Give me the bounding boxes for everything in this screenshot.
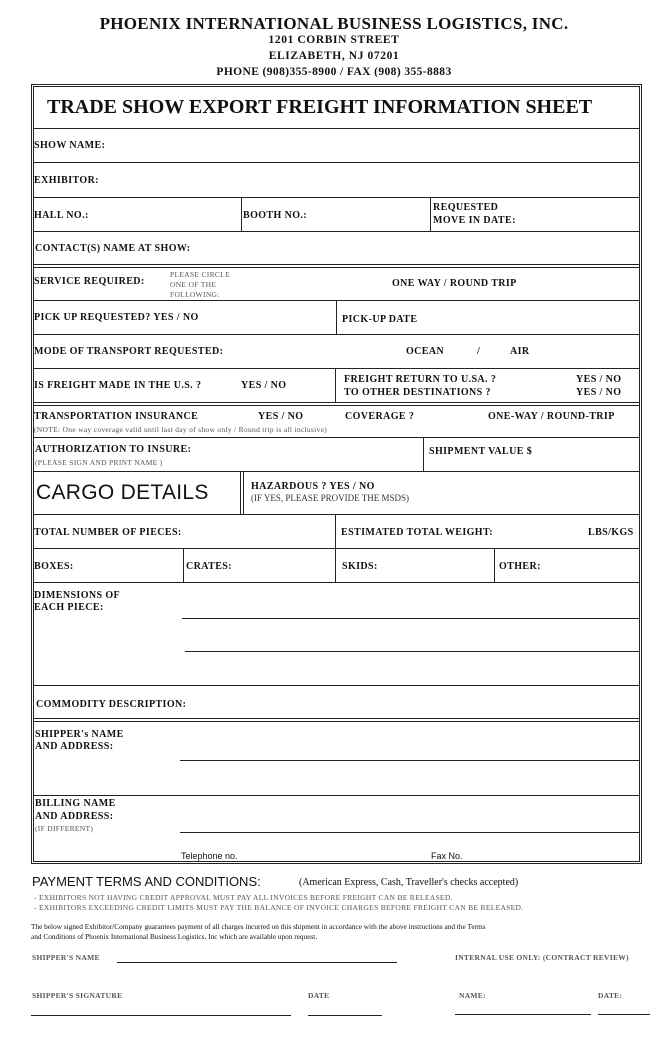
- guarantee-text-1: The below signed Exhibitor/Company guarantees payment of all charges incurred on this shipment in accordance with the above instructions and the Terms: [31, 922, 486, 931]
- date-line[interactable]: [308, 1015, 382, 1016]
- ocean-air-separator: /: [477, 346, 481, 357]
- billing-label-2: AND ADDRESS:: [35, 811, 114, 822]
- internal-use-label: INTERNAL USE ONLY: (CONTRACT REVIEW): [455, 953, 629, 962]
- booth-no-label: BOOTH NO.:: [243, 210, 308, 221]
- service-options: ONE WAY / ROUND TRIP: [392, 278, 517, 289]
- shipper-signature-label: SHIPPER'S SIGNATURE: [32, 991, 123, 1000]
- shipper-address-line[interactable]: [180, 760, 639, 761]
- company-name: PHOENIX INTERNATIONAL BUSINESS LOGISTICS, INC.: [99, 14, 569, 33]
- company-street: 1201 CORBIN STREET: [268, 34, 400, 46]
- internal-name-line[interactable]: [455, 1014, 591, 1015]
- made-in-us-options: YES / NO: [241, 380, 287, 391]
- insurance-options: YES / NO: [258, 411, 304, 422]
- freight-return-usa-options: YES / NO: [576, 374, 622, 385]
- please-circle-note-3: FOLLOWING:: [170, 290, 220, 299]
- dimensions-label-1: DIMENSIONS OF: [34, 590, 121, 601]
- transport-insurance-label: TRANSPORTATION INSURANCE: [34, 411, 199, 422]
- total-pieces-label: TOTAL NUMBER OF PIECES:: [34, 527, 182, 538]
- coverage-label: COVERAGE ?: [345, 411, 415, 422]
- shipper-name-sig-label: SHIPPER'S NAME: [32, 953, 100, 962]
- requested-move-in-label-1: REQUESTED: [433, 202, 499, 213]
- payment-rule-2: - EXHIBITORS EXCEEDING CREDIT LIMITS MUST PAY THE BALANCE OF INVOICE CHARGES BEFORE FREIGHT CAN BE RELEASED.: [34, 903, 524, 912]
- shipper-signature-line[interactable]: [31, 1015, 291, 1016]
- hazardous-label: HAZARDOUS ? YES / NO: [251, 481, 375, 492]
- company-city: ELIZABETH, NJ 07201: [268, 50, 400, 62]
- guarantee-text-2: and Conditions of Phoenix International Business Logistics, Inc which are available upon request.: [31, 932, 318, 941]
- estimated-weight-label: ESTIMATED TOTAL WEIGHT:: [341, 527, 494, 538]
- please-circle-note-2: ONE OF THE: [170, 280, 217, 289]
- payment-accepted: (American Express, Cash, Traveller's checks accepted): [299, 877, 519, 888]
- pickup-date-label: PICK-UP DATE: [342, 314, 418, 325]
- authorization-note: (PLEASE SIGN AND PRINT NAME ): [35, 458, 163, 467]
- mode-transport-label: MODE OF TRANSPORT REQUESTED:: [34, 346, 224, 357]
- dimensions-label-2: EACH PIECE:: [34, 602, 104, 613]
- coverage-options: ONE-WAY / ROUND-TRIP: [488, 411, 615, 422]
- please-circle-note-1: PLEASE CIRCLE: [170, 270, 230, 279]
- weight-unit-label: LBS/KGS: [588, 527, 634, 538]
- authorization-label: AUTHORIZATION TO INSURE:: [35, 444, 192, 455]
- fax-label: Fax No.: [431, 851, 463, 861]
- pickup-requested-label: PICK UP REQUESTED? YES / NO: [34, 312, 199, 323]
- internal-name-label: NAME:: [459, 991, 486, 1000]
- billing-label-1: BILLING NAME: [35, 798, 116, 809]
- internal-date-label: DATE:: [598, 991, 623, 1000]
- billing-label-3: (IF DIFFERENT): [35, 824, 94, 833]
- crates-label: CRATES:: [186, 561, 232, 572]
- form-border-inner: [33, 86, 640, 862]
- show-name-label: SHOW NAME:: [34, 140, 106, 151]
- billing-address-line[interactable]: [180, 832, 639, 833]
- date-label: DATE: [308, 991, 330, 1000]
- company-phone-fax: PHONE (908)355-8900 / FAX (908) 355-8883: [216, 66, 452, 78]
- cargo-details-heading: CARGO DETAILS: [36, 481, 209, 504]
- freight-return-other-options: YES / NO: [576, 387, 622, 398]
- form-title: TRADE SHOW EXPORT FREIGHT INFORMATION SHEET: [47, 96, 593, 118]
- shipper-name-label-1: SHIPPER's NAME: [35, 729, 124, 740]
- skids-label: SKIDS:: [342, 561, 378, 572]
- boxes-label: BOXES:: [34, 561, 74, 572]
- payment-rule-1: - EXHIBITORS NOT HAVING CREDIT APPROVAL MUST PAY ALL INVOICES BEFORE FREIGHT CAN BE RELEASED.: [34, 893, 453, 902]
- telephone-label: Telephone no.: [181, 851, 238, 861]
- insurance-note: (NOTE: One way coverage valid until last day of show only / Round trip is all inclusive): [34, 425, 328, 434]
- service-required-label: SERVICE REQUIRED:: [34, 276, 145, 287]
- ocean-option: OCEAN: [406, 346, 445, 357]
- shipper-name-sig-line[interactable]: [117, 962, 397, 963]
- air-option: AIR: [510, 346, 530, 357]
- made-in-us-label: IS FREIGHT MADE IN THE U.S. ?: [34, 380, 202, 391]
- commodity-label: COMMODITY DESCRIPTION:: [36, 699, 187, 710]
- dimensions-line-1[interactable]: [182, 618, 639, 619]
- dimensions-line-2[interactable]: [185, 651, 639, 652]
- internal-date-line[interactable]: [598, 1014, 650, 1015]
- hall-no-label: HALL NO.:: [34, 210, 89, 221]
- contact-name-label: CONTACT(S) NAME AT SHOW:: [35, 243, 191, 254]
- freight-return-usa-label: FREIGHT RETURN TO U.SA. ?: [344, 374, 497, 385]
- exhibitor-label: EXHIBITOR:: [34, 175, 99, 186]
- requested-move-in-label-2: MOVE IN DATE:: [433, 215, 516, 226]
- shipment-value-label: SHIPMENT VALUE $: [429, 446, 533, 457]
- freight-return-other-label: TO OTHER DESTINATIONS ?: [344, 387, 491, 398]
- other-label: OTHER:: [499, 561, 541, 572]
- shipper-name-label-2: AND ADDRESS:: [35, 741, 114, 752]
- hazardous-note: (IF YES, PLEASE PROVIDE THE MSDS): [251, 493, 410, 503]
- payment-terms-title: PAYMENT TERMS AND CONDITIONS:: [32, 874, 261, 889]
